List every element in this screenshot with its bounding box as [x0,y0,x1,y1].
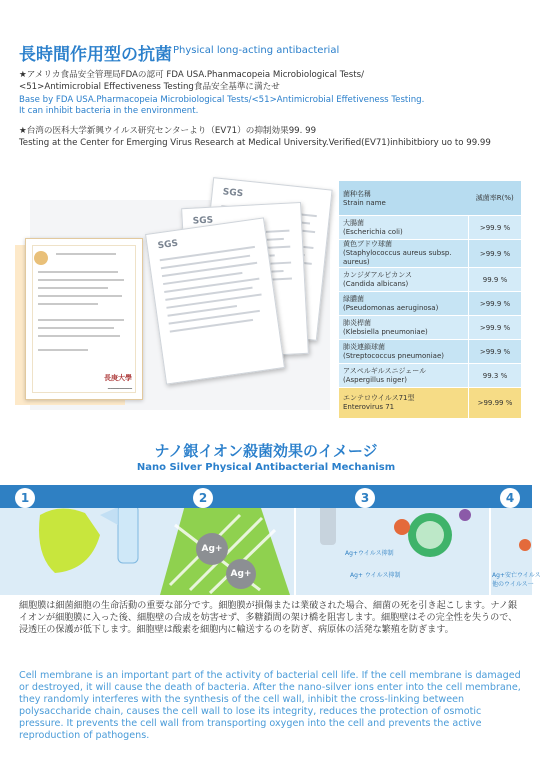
mechanism-step-bar [0,485,532,508]
rate-cell: >99.9 % [469,316,522,340]
mechanism-subtitle: Nano Silver Physical Antibacterial Mechanism [136,462,396,473]
description-jp: 細胞膜は細菌細胞の生命活動の重要な部分です。細胞膜が損傷または業破された場合、細菌の死を引き起こします。ナノ銀イオンが細胞膜に入った後、細胞壁の合成を妨害せず、多糖鎖間の架け橋を阻害します。細胞壁はその完全性を失うので、浸透圧の保護が低下します。細胞壁は酸素を細胞内に輸送するのを防ぎ、病原体の活発な繁殖を防ぎます。 [19,601,518,635]
table-row: 黄色ブドウ球菌 (Staphylococcus aureus subsp. aureus) >99.9 % [339,240,521,268]
table-header-row [339,181,521,216]
rate-cell: >99.99 % [469,388,522,419]
step-4: 4 [500,488,520,508]
description-en: Cell membrane is an important part of the activity of bacterial cell life. If the cell membrane is damaged or destroyed, it will cause the death of bacteria. After the nano-silver ions enter into the cell membrane, they randomly interferes with the synthesis of the cell wall, inhibit the cross-linking between polysaccharide chain, causes the cell wall to lose its integrity, reduces the protection of osmotic pressure. It prevents the cell wall from transporting oxygen into the cell and prevents the active reproduction of pathogens. [19,670,521,741]
panel4-label: Ag+安亡ウイルス [492,572,541,579]
virus-icon [394,519,410,535]
fda-line-en-2: It can inhibit bacteria in the environment. [19,106,199,116]
step-2: 2 [193,488,213,508]
university-signature: 長庚大學 [104,374,132,382]
page-subtitle: Physical long-acting antibacterial [173,45,340,56]
rate-cell: >99.9 % [469,216,522,240]
rate-cell: >99.9 % [469,240,522,268]
sgs-report-back: SGS [197,177,332,341]
inhibit-label-2: Ag+ ウイルス抑制 [350,572,401,579]
table-row: 肺炎桿菌 (Klebsiella pneumoniae) >99.9 % [339,316,521,340]
inhibit-label: Ag+ウイルス抑制 [345,550,394,557]
sgs-report-middle: SGS [181,202,309,360]
fda-line-jp-2: <51>Antimicrobial Effectiveness Testing食品安全基準に満たせ [19,82,280,92]
table-row-highlight: エンテロウイルス71型 Enterovirus 71 >99.99 % [339,388,521,419]
table-row: カンジダアルビカンス (Candida albicans) 99.9 % [339,268,521,292]
step-3: 3 [355,488,375,508]
spray-bottle-icon [118,505,138,563]
table-header-rate: 滅菌率R(%) [469,181,522,216]
taiwan-line-en: Testing at the Center for Emerging Virus Research at Medical University.Verified(EV71)inhibitbiory uo to 99.99 [19,138,491,148]
rate-cell: 99.3 % [469,364,522,388]
seal-icon [34,251,48,265]
university-certificate: 長庚大學 ━━━━━━━━━━ [25,238,143,400]
table-row: 肺炎連鎖球菌 (Streptococcus pneumoniae) >99.9 % [339,340,521,364]
silver-ion-bubble: Ag+ [196,533,228,565]
step-1: 1 [15,488,35,508]
rate-cell: 99.9 % [469,268,522,292]
rate-cell: >99.9 % [469,292,522,316]
fda-line-jp: ★アメリカ食品安全管理局FDAの認可 FDA USA.Phanmacopeia Microbiological Tests/ [19,70,365,80]
table-row: アスペルギルスニジェール (Aspergillus niger) 99.3 % [339,364,521,388]
strain-table [339,181,521,419]
silver-ion-bubble: Ag+ [226,559,256,589]
fda-line-en: Base by FDA USA.Pharmacopeia Microbiological Tests/<51>Antimicrobial Effetiveness Testing. [19,95,425,105]
table-row: 緑膿菌 (Pseudomonas aeruginosa) >99.9 % [339,292,521,316]
mechanism-title: ナノ銀イオン殺菌効果のイメージ [154,442,378,460]
table-row: 大腸菌 (Escherichia coli) >99.9 % [339,216,521,240]
page-title: 長時間作用型の抗菌 [19,45,172,65]
table-header-strain: 菌种名稱 Strain name [339,181,469,216]
sgs-report-front: SGS [145,217,285,384]
rate-cell: >99.9 % [469,340,522,364]
panel4-label-2: 他のウイルス一 [492,581,534,588]
taiwan-line-jp: ★台湾の医科大学新興ウイルス研究センターより（EV71）の抑制効果99. 99 [19,126,317,136]
